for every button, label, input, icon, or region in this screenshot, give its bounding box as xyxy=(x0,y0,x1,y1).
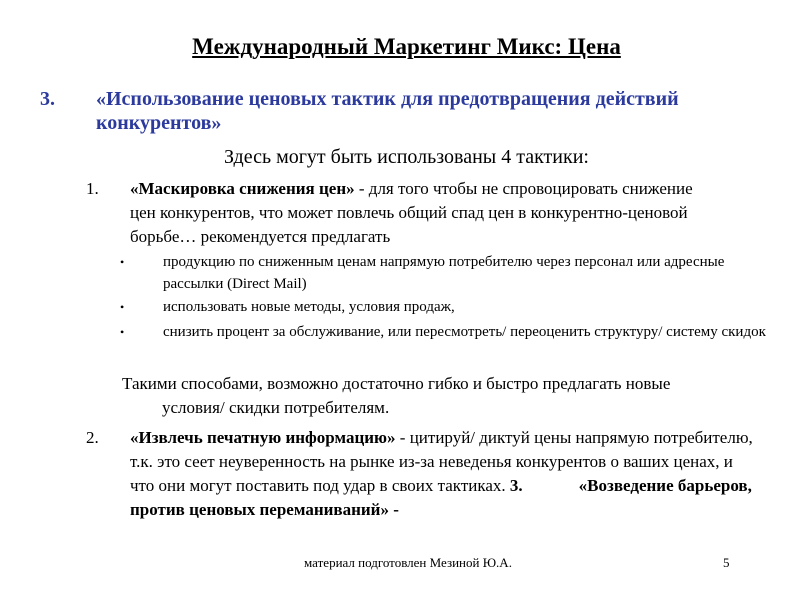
item-2-title: «Извлечь печатную информацию» xyxy=(130,428,396,447)
intro-text: Здесь могут быть использованы 4 тактики: xyxy=(224,146,589,168)
bullet-1-text: продукцию по сниженным ценам напрямую потребителю через персонал или адресные рассылки (Direct Mail) xyxy=(163,254,725,292)
bullet-2-text: использовать новые методы, условия продаж, xyxy=(163,299,455,315)
summary-line-2: условия/ скидки потребителям. xyxy=(162,398,390,417)
item-2-number: 2. xyxy=(86,428,99,447)
item-1 xyxy=(130,177,715,249)
bullet-3-text: снизить процент за обслуживание, или пересмотреть/ переоценить структуру/ систему скидок xyxy=(163,324,766,340)
summary-paragraph xyxy=(122,372,782,420)
page-number: 5 xyxy=(723,555,730,570)
bullet-2-marker: • xyxy=(120,300,125,314)
slide-title: Международный Маркетинг Микс: Цена xyxy=(192,34,621,59)
section-number: 3. xyxy=(40,88,55,110)
summary-line-1: Такими способами, возможно достаточно гибко и быстро предлагать новые xyxy=(122,374,671,393)
item-2 xyxy=(130,426,760,522)
item-1-title: «Маскировка снижения цен» xyxy=(130,179,355,198)
item-1-number: 1. xyxy=(86,179,99,198)
item-1-description: - для того чтобы не спровоцировать снижение цен конкурентов, что может повлечь общий спад цен в конкурентно-ценовой борьбе… рекомендуется предлагать xyxy=(130,179,693,246)
section-heading: «Использование ценовых тактик для предотвращения действий конкурентов» xyxy=(96,88,679,134)
item-3-title: «Возведение барьеров, против ценовых переманиваний» - xyxy=(130,476,752,519)
footer-credit: материал подготовлен Мезиной Ю.А. xyxy=(304,555,512,570)
item-3-number: 3. xyxy=(509,476,523,495)
item-2-description: - цитируй/ диктуй цены напрямую потребителю, т.к. это сеет неуверенность на рынке из-за неведенья конкурентов о ваших ценах, и что они могут поставить под удар в своих тактиках. xyxy=(130,428,753,495)
bullet-3-marker: • xyxy=(120,325,125,339)
bullet-1-marker: • xyxy=(120,255,125,269)
